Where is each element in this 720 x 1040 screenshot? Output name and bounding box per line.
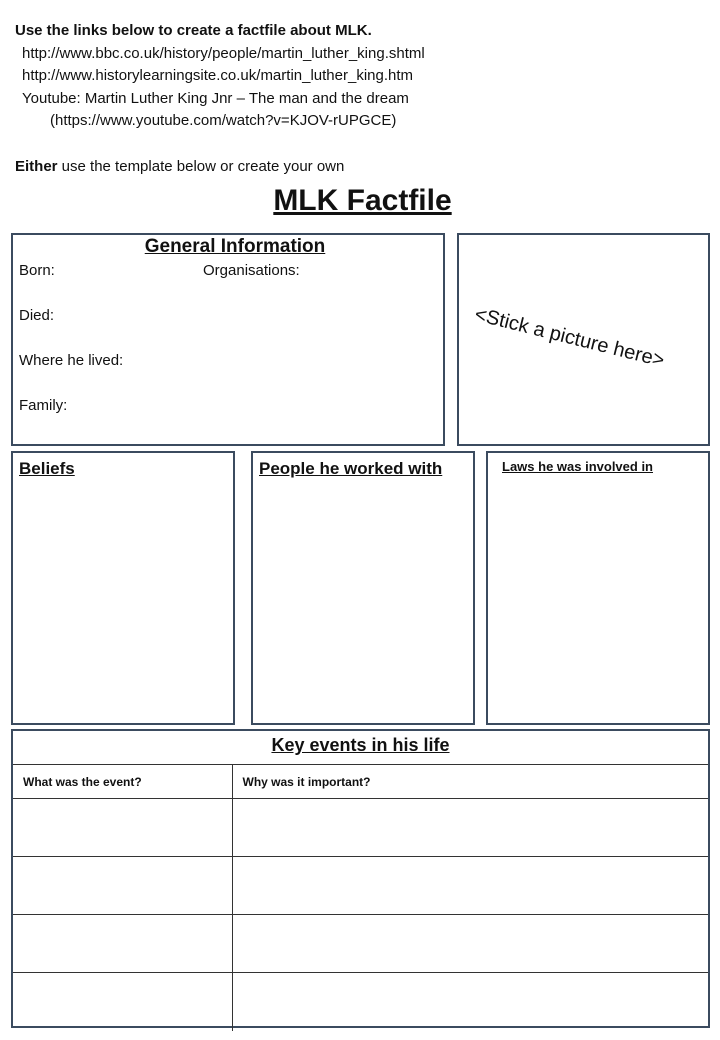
died-label: Died: xyxy=(19,307,55,324)
picture-box[interactable] xyxy=(457,233,710,446)
general-information-box[interactable] xyxy=(11,233,445,446)
table-row xyxy=(13,973,708,1031)
importance-column-header: Why was it important? xyxy=(232,765,708,799)
event-cell[interactable] xyxy=(13,799,232,857)
importance-cell[interactable] xyxy=(232,857,708,915)
people-box[interactable] xyxy=(251,451,475,725)
table-row xyxy=(13,857,708,915)
event-cell[interactable] xyxy=(13,857,232,915)
table-row xyxy=(13,799,708,857)
table-header-row xyxy=(13,765,708,799)
general-information-heading: General Information xyxy=(144,236,326,257)
youtube-link[interactable]: (https://www.youtube.com/watch?v=KJOV-rUPGCE) xyxy=(50,112,397,129)
table-row xyxy=(13,915,708,973)
where-lived-label: Where he lived: xyxy=(19,352,124,369)
youtube-label: Youtube: Martin Luther King Jnr – The man and the dream xyxy=(22,89,409,107)
picture-placeholder: <Stick a picture here> xyxy=(472,303,667,372)
beliefs-box[interactable] xyxy=(11,451,235,725)
either-word: Either xyxy=(15,157,58,175)
organisations-label: Organisations: xyxy=(203,262,300,279)
template-instruction xyxy=(15,156,715,179)
bbc-link[interactable]: http://www.bbc.co.uk/history/people/martin_luther_king.shtml xyxy=(22,44,425,62)
born-label: Born: xyxy=(19,262,55,279)
instructions-title: Use the links below to create a factfile about MLK. xyxy=(15,22,372,39)
page-title: MLK Factfile xyxy=(273,184,452,217)
laws-heading: Laws he was involved in xyxy=(502,459,653,474)
event-cell[interactable] xyxy=(13,973,232,1031)
importance-cell[interactable] xyxy=(232,973,708,1031)
key-events-table xyxy=(13,764,708,1031)
people-heading: People he worked with xyxy=(259,459,443,478)
event-cell[interactable] xyxy=(13,915,232,973)
instructions xyxy=(15,20,715,178)
key-events-heading: Key events in his life xyxy=(271,735,450,755)
historylearningsite-link[interactable]: http://www.historylearningsite.co.uk/martin_luther_king.htm xyxy=(22,67,414,84)
beliefs-heading: Beliefs xyxy=(19,459,75,478)
laws-box[interactable] xyxy=(486,451,710,725)
importance-cell[interactable] xyxy=(232,799,708,857)
key-events-box xyxy=(11,729,710,1028)
family-label: Family: xyxy=(19,397,68,414)
importance-cell[interactable] xyxy=(232,915,708,973)
event-column-header: What was the event? xyxy=(13,765,232,799)
template-instruction-rest: use the template below or create your own xyxy=(57,157,345,175)
